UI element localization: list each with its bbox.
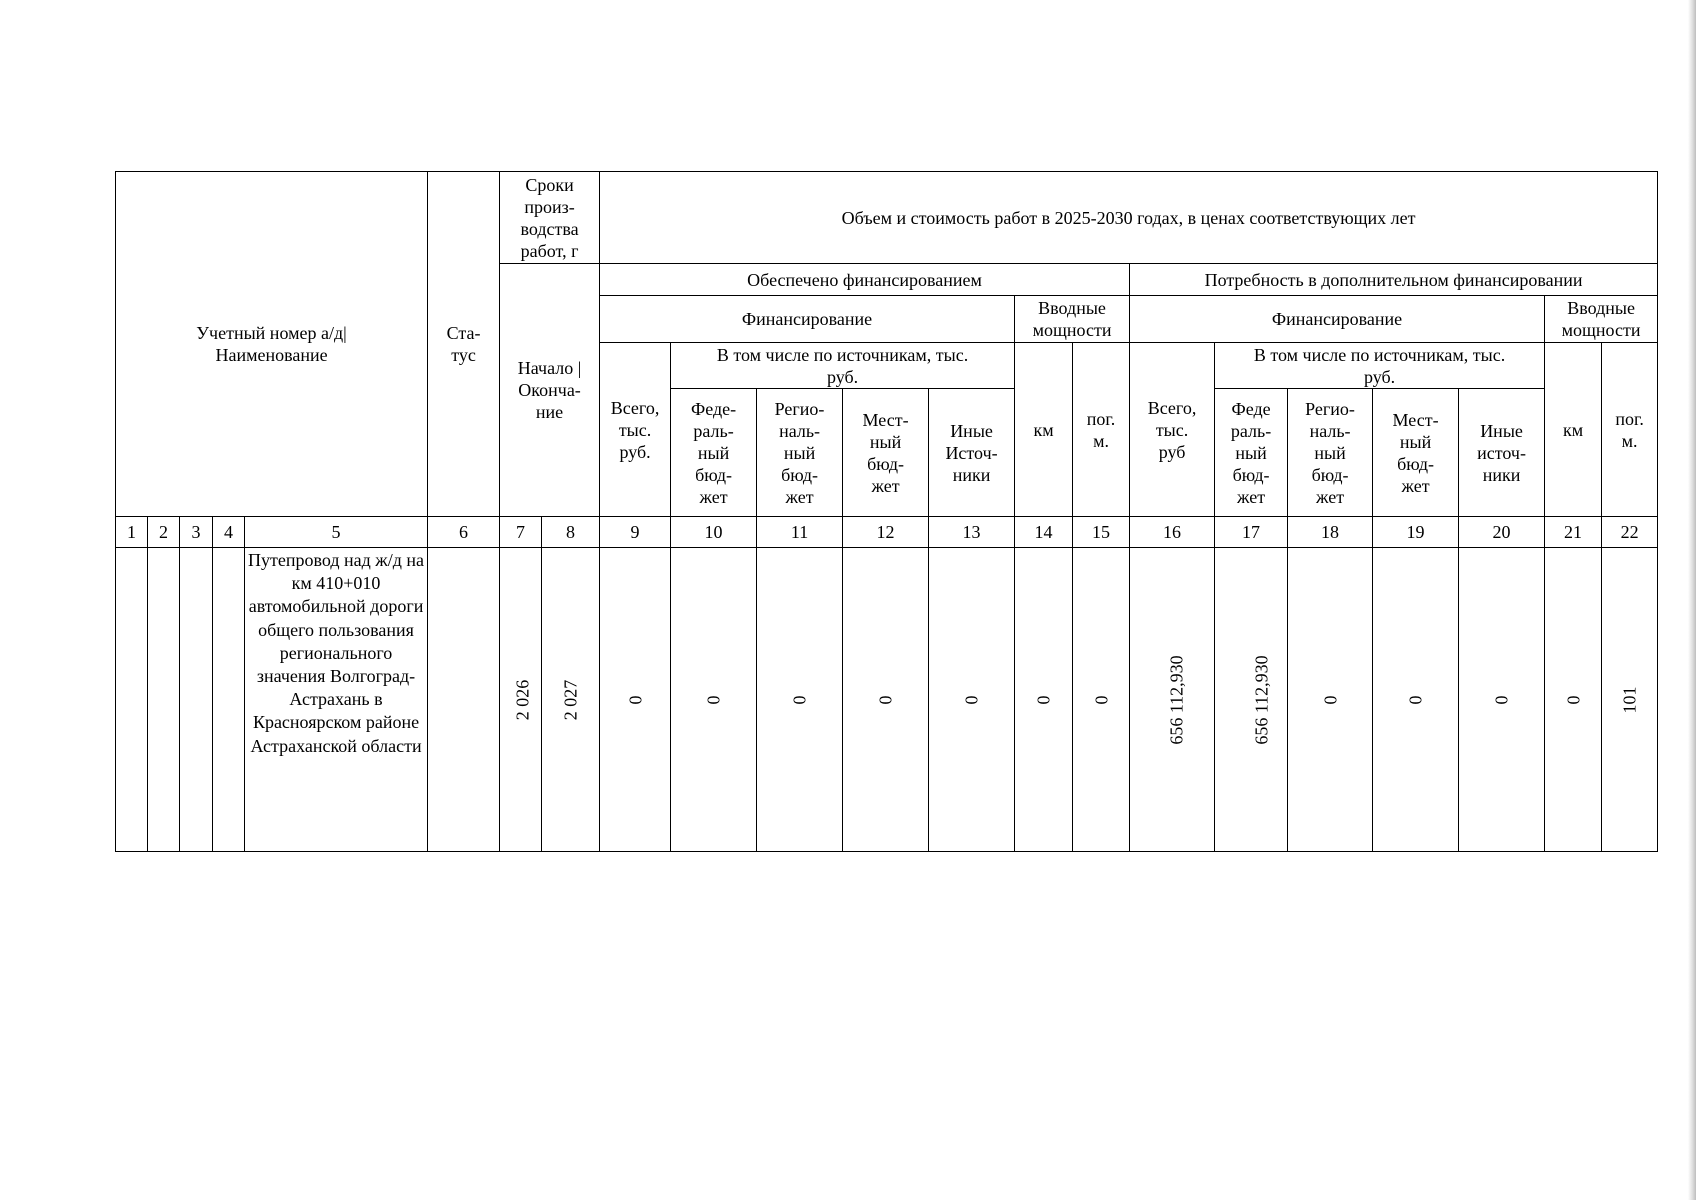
value-local-need: 0	[1405, 695, 1426, 704]
header-pogm-need	[1602, 343, 1658, 517]
object-name: Путепровод над ж/д на км 410+010 автомобильной дороги общего пользования регионального значения Волгоград-Астрахань в Красноярском районе Астраханской области	[245, 548, 428, 852]
header-input-capacity-provided-text: Вводные мощности	[1032, 298, 1112, 340]
header-input-capacity-provided	[1015, 296, 1130, 343]
column-number-row	[116, 517, 1658, 548]
value-km-provided: 0	[1033, 695, 1054, 704]
header-by-sources-provided	[671, 343, 1015, 389]
cell-local-provided	[843, 548, 929, 852]
cell-total-provided	[600, 548, 671, 852]
cell-federal-provided	[671, 548, 757, 852]
column-number: 12	[843, 517, 929, 548]
cell-other-need	[1459, 548, 1545, 852]
works-table	[115, 171, 1658, 852]
column-number: 16	[1130, 517, 1215, 548]
header-input-capacity-need-text: Вводные мощности	[1561, 298, 1641, 340]
column-number: 6	[428, 517, 500, 548]
column-number: 17	[1215, 517, 1288, 548]
header-km-provided	[1015, 343, 1073, 517]
cell-local-need	[1373, 548, 1459, 852]
column-number: 11	[757, 517, 843, 548]
header-account-name-text: Учетный номер а/д| Наименование	[196, 323, 347, 365]
header-other-provided	[929, 389, 1015, 517]
header-regional-need	[1288, 389, 1373, 517]
header-total-need	[1130, 343, 1215, 517]
value-other-need: 0	[1491, 695, 1512, 704]
header-other-need-text: Иные источ- ники	[1477, 420, 1526, 485]
header-account-name	[116, 172, 428, 517]
header-km-provided-text: км	[1033, 419, 1054, 440]
header-pogm-need-text: пог. м.	[1615, 408, 1644, 451]
header-other-need	[1459, 389, 1545, 517]
header-local-need	[1373, 389, 1459, 517]
header-start-end	[500, 264, 600, 517]
header-km-need	[1545, 343, 1602, 517]
header-financing-provided-text: Финансирование	[741, 309, 873, 329]
header-total-provided-text: Всего, тыс. руб.	[610, 397, 660, 462]
cell-start	[500, 548, 542, 852]
column-number: 7	[500, 517, 542, 548]
header-regional-need-text: Регио- наль- ный бюд- жет	[1305, 398, 1355, 507]
header-by-sources-need-text: В том числе по источникам, тыс. руб.	[1253, 344, 1506, 387]
header-need-additional	[1130, 264, 1658, 296]
header-financing-need	[1130, 296, 1545, 343]
column-number: 5	[245, 517, 428, 548]
header-local-provided	[843, 389, 929, 517]
cell-pogm-need	[1602, 548, 1658, 852]
column-number: 1	[116, 517, 148, 548]
header-need-additional-text: Потребность в дополнительном финансировании	[1204, 269, 1583, 290]
header-km-need-text: км	[1562, 419, 1584, 440]
column-number: 14	[1015, 517, 1073, 548]
column-number: 2	[148, 517, 180, 548]
value-km-need: 0	[1563, 695, 1584, 704]
cell-empty	[148, 548, 180, 852]
column-number: 4	[213, 517, 245, 548]
header-volume-cost-text: Объем и стоимость работ в 2025-2030 годах, в ценах соответствующих лет	[841, 207, 1416, 228]
header-total-need-text: Всего, тыс. руб	[1147, 397, 1197, 462]
start-year: 2 026	[512, 679, 533, 720]
column-number: 15	[1073, 517, 1130, 548]
cell-empty	[180, 548, 213, 852]
header-status-text: Ста- тус	[446, 323, 481, 365]
column-number: 19	[1373, 517, 1459, 548]
header-pogm-provided-text: пог. м.	[1086, 408, 1116, 451]
cell-other-provided	[929, 548, 1015, 852]
column-number: 8	[542, 517, 600, 548]
column-number: 10	[671, 517, 757, 548]
cell-regional-provided	[757, 548, 843, 852]
column-number: 22	[1602, 517, 1658, 548]
header-other-provided-text: Иные Источ- ники	[945, 420, 998, 485]
header-federal-need	[1215, 389, 1288, 517]
column-number: 20	[1459, 517, 1545, 548]
header-volume-cost	[600, 172, 1658, 264]
header-local-provided-text: Мест- ный бюд- жет	[862, 409, 909, 496]
header-by-sources-provided-text: В том числе по источникам, тыс. руб.	[716, 344, 969, 387]
header-regional-provided	[757, 389, 843, 517]
header-terms-text: Сроки произ- водства работ, г	[520, 174, 579, 261]
page-edge-shadow	[1688, 0, 1696, 1200]
header-provided	[600, 264, 1130, 296]
cell-pogm-provided	[1073, 548, 1130, 852]
column-number: 3	[180, 517, 213, 548]
value-total-need: 656 112,930	[1166, 654, 1187, 745]
header-status	[428, 172, 500, 517]
cell-km-need	[1545, 548, 1602, 852]
cell-status	[428, 548, 500, 852]
header-terms	[500, 172, 600, 264]
column-number: 13	[929, 517, 1015, 548]
value-local-provided: 0	[875, 695, 896, 704]
header-provided-text: Обеспечено финансированием	[747, 269, 982, 290]
header-federal-provided-text: Феде- раль- ный бюд- жет	[690, 398, 737, 507]
cell-federal-need	[1215, 548, 1288, 852]
header-start-end-text: Начало | Оконча- ние	[517, 358, 582, 422]
column-number: 9	[600, 517, 671, 548]
value-regional-need: 0	[1320, 695, 1341, 704]
cell-empty	[116, 548, 148, 852]
header-pogm-provided	[1073, 343, 1130, 517]
header-input-capacity-need	[1545, 296, 1658, 343]
end-year: 2 027	[560, 679, 581, 720]
cell-km-provided	[1015, 548, 1073, 852]
table-row	[116, 548, 1658, 852]
header-regional-provided-text: Регио- наль- ный бюд- жет	[774, 398, 825, 507]
cell-regional-need	[1288, 548, 1373, 852]
header-federal-need-text: Феде раль- ный бюд- жет	[1230, 398, 1272, 507]
value-pogm-need: 101	[1619, 686, 1640, 713]
value-pogm-provided: 0	[1091, 695, 1112, 704]
header-financing-provided	[600, 296, 1015, 343]
header-local-need-text: Мест- ный бюд- жет	[1392, 409, 1439, 496]
cell-total-need	[1130, 548, 1215, 852]
column-number: 21	[1545, 517, 1602, 548]
header-financing-need-text: Финансирование	[1271, 309, 1403, 329]
cell-end	[542, 548, 600, 852]
value-regional-provided: 0	[789, 695, 810, 704]
value-federal-provided: 0	[703, 695, 724, 704]
cell-empty	[213, 548, 245, 852]
column-number: 18	[1288, 517, 1373, 548]
value-total-provided: 0	[625, 695, 646, 704]
header-federal-provided	[671, 389, 757, 517]
value-federal-need: 656 112,930	[1251, 654, 1272, 745]
header-by-sources-need	[1215, 343, 1545, 389]
value-other-provided: 0	[961, 695, 982, 704]
header-total-provided	[600, 343, 671, 517]
